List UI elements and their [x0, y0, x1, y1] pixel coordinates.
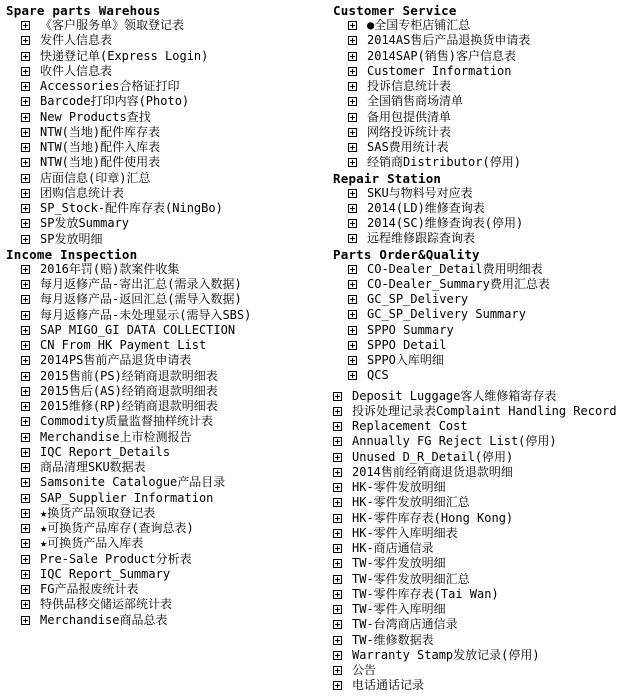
tree-item-label: TW-零件发放明细汇总	[352, 571, 470, 586]
section-list	[6, 262, 324, 628]
tree-item-label: 商品清理SKU数据表	[40, 460, 146, 474]
section-title: Customer Service	[333, 3, 457, 18]
tree-item[interactable]	[333, 33, 639, 48]
tree-item[interactable]	[333, 678, 639, 693]
tree-item-label: ★可换货产品库存(查询总表)	[40, 521, 194, 535]
expand-plus-icon[interactable]	[348, 234, 357, 243]
expand-plus-icon[interactable]	[21, 189, 30, 198]
tree-item-label: SKU与物料号对应表	[367, 185, 473, 200]
tree-item[interactable]	[6, 552, 324, 567]
section-list	[333, 186, 639, 247]
tree-item[interactable]	[6, 536, 324, 551]
expand-plus-icon[interactable]	[333, 651, 342, 660]
expand-plus-icon[interactable]	[21, 478, 30, 487]
expand-plus-icon[interactable]	[21, 52, 30, 61]
tree-item-label: 店面信息(印章)汇总	[40, 170, 151, 185]
tree-item[interactable]	[6, 277, 324, 292]
tree-item[interactable]	[333, 434, 639, 449]
tree-item-label: 2015售后(AS)经销商退款明细表	[40, 383, 218, 398]
tree-item-label: Samsonite Catalogue产品目录	[40, 475, 226, 490]
tree-item[interactable]	[333, 49, 639, 64]
expand-plus-icon[interactable]	[348, 82, 357, 91]
tree-item[interactable]	[333, 572, 639, 587]
expand-plus-icon[interactable]	[333, 498, 342, 507]
top-level-list	[333, 389, 639, 694]
tree-item[interactable]	[6, 110, 324, 125]
tree-item[interactable]	[333, 617, 639, 632]
tree-item[interactable]	[6, 232, 324, 247]
expand-plus-icon[interactable]	[348, 219, 357, 228]
tree-item[interactable]	[333, 216, 639, 231]
expand-plus-icon[interactable]	[333, 468, 342, 477]
tree-item[interactable]	[333, 389, 639, 404]
tree-item-label: 2015维修(RP)经销商退款明细表	[40, 399, 218, 413]
tree-item-label: TW-维修数据表	[352, 632, 434, 647]
expand-plus-icon[interactable]	[348, 204, 357, 213]
expand-plus-icon[interactable]	[21, 524, 30, 533]
tree-item[interactable]	[333, 663, 639, 678]
expand-plus-icon[interactable]	[21, 36, 30, 45]
tree-item[interactable]	[6, 125, 324, 140]
expand-plus-icon[interactable]	[21, 97, 30, 106]
tree-item-label: SP发放Summary	[40, 216, 130, 231]
tree-item[interactable]	[333, 231, 639, 246]
tree-item-label: NTW(当地)配件入库表	[40, 140, 161, 154]
expand-plus-icon[interactable]	[333, 681, 342, 690]
expand-plus-icon[interactable]	[348, 280, 357, 289]
tree-item[interactable]	[333, 277, 639, 292]
tree-item-label: IQC Report_Summary	[40, 566, 171, 581]
tree-item-label: 2014PS售前产品退货申请表	[40, 353, 192, 368]
tree-item-label: Warranty Stamp发放记录(停用)	[352, 647, 540, 662]
tree-item[interactable]	[6, 64, 324, 79]
expand-plus-icon[interactable]	[348, 128, 357, 137]
tree-item-label: IQC Report_Details	[40, 444, 171, 459]
tree-item[interactable]	[6, 186, 324, 201]
tree-item-label: 每月返修产品-未处理显示(需导入SBS)	[40, 307, 252, 322]
expand-plus-icon[interactable]	[348, 356, 357, 365]
tree-item[interactable]	[333, 368, 639, 383]
tree-item[interactable]	[6, 49, 324, 64]
tree-item-label: Unused D_R_Detail(停用)	[352, 449, 514, 464]
expand-plus-icon[interactable]	[21, 570, 30, 579]
tree-item-label: 收件人信息表	[40, 63, 113, 78]
tree-item[interactable]	[6, 292, 324, 307]
tree-item-label: New Products查找	[40, 109, 151, 124]
expand-plus-icon[interactable]	[21, 219, 30, 228]
tree-item[interactable]	[6, 399, 324, 414]
tree-item-label: 投诉信息统计表	[367, 79, 452, 93]
tree-item[interactable]	[6, 79, 324, 94]
tree-item-label: 快递登记单(Express Login)	[40, 48, 209, 63]
tree-item-label: 电话通话记录	[352, 678, 425, 693]
section-list	[333, 18, 639, 171]
tree-item-label: SAP_Supplier Information	[40, 490, 214, 505]
tree-item[interactable]	[333, 541, 639, 556]
tree-item-label: Deposit Luggage客人维修箱寄存表	[352, 388, 557, 403]
expand-plus-icon[interactable]	[21, 82, 30, 91]
expand-plus-icon[interactable]	[21, 509, 30, 518]
tree-item-label: Annually FG Reject List(停用)	[352, 434, 557, 449]
expand-plus-icon[interactable]	[21, 67, 30, 76]
tree-item-label: 发件人信息表	[40, 33, 113, 48]
tree-item-label: 2014(SC)维修查询表(停用)	[367, 216, 524, 230]
tree-item[interactable]	[6, 597, 324, 612]
tree-item[interactable]	[333, 125, 639, 140]
expand-plus-icon[interactable]	[21, 448, 30, 457]
tree-item-label: SP_Stock-配件库存表(NingBo)	[40, 201, 223, 215]
expand-plus-icon[interactable]	[21, 295, 30, 304]
expand-plus-icon[interactable]	[348, 310, 357, 319]
tree-item[interactable]	[333, 465, 639, 480]
section-title: Parts Order&Quality	[333, 246, 480, 262]
expand-plus-icon[interactable]	[21, 128, 30, 137]
tree-item-label: ●全国专柜店铺汇总	[367, 18, 471, 32]
expand-plus-icon[interactable]	[21, 235, 30, 244]
tree-item[interactable]	[333, 495, 639, 510]
tree-item-label: SAS费用统计表	[367, 140, 449, 154]
tree-item-label: 《客户服务单》领取登记表	[40, 18, 185, 32]
expand-plus-icon[interactable]	[333, 407, 342, 416]
tree-item-label: SAP MIGO_GI DATA COLLECTION	[40, 322, 236, 337]
tree-item[interactable]	[333, 323, 639, 338]
tree-item[interactable]	[6, 171, 324, 186]
tree-item-label: TW-零件发放明细	[352, 556, 446, 571]
tree-item[interactable]	[6, 613, 324, 628]
expand-plus-icon[interactable]	[21, 265, 30, 274]
expand-plus-icon[interactable]	[21, 494, 30, 503]
tree-item-label: 网络投诉统计表	[367, 124, 452, 139]
tree-item-label: CN From HK Payment List	[40, 338, 207, 352]
tree-item-label: Merchandise商品总表	[40, 612, 168, 627]
tree-item[interactable]	[333, 338, 639, 353]
expand-plus-icon[interactable]	[348, 36, 357, 45]
tree-item-label: CO-Dealer_Detail费用明细表	[367, 261, 543, 276]
expand-plus-icon[interactable]	[348, 21, 357, 30]
expand-plus-icon[interactable]	[348, 113, 357, 122]
tree-item[interactable]	[333, 64, 639, 79]
expand-plus-icon[interactable]	[348, 67, 357, 76]
expand-plus-icon[interactable]	[21, 555, 30, 564]
tree-item-label: HK-零件发放明细	[352, 480, 446, 494]
expand-plus-icon[interactable]	[348, 371, 357, 380]
section-title: Repair Station	[333, 170, 442, 186]
tree-item-label: NTW(当地)配件库存表	[40, 124, 161, 139]
expand-plus-icon[interactable]	[348, 158, 357, 167]
tree-item-label: SPPO入库明细	[367, 353, 444, 367]
tree-item-label: HK-商店通信录	[352, 541, 434, 555]
tree-item-label: HK-零件入库明细表	[352, 525, 458, 540]
tree-item[interactable]	[6, 460, 324, 475]
tree-item-label: 远程维修跟踪查询表	[367, 231, 476, 246]
tree-item-label: 经销商Distributor(停用)	[367, 155, 521, 170]
tree-item-label: GC_SP_Delivery Summary	[367, 307, 526, 322]
tree-item-label: QCS	[367, 368, 389, 383]
tree-item-label: TW-零件入库明细	[352, 602, 446, 616]
expand-plus-icon[interactable]	[21, 402, 30, 411]
tree-item[interactable]	[333, 480, 639, 495]
tree-item[interactable]	[6, 506, 324, 521]
tree-item[interactable]	[6, 353, 324, 368]
tree-item[interactable]	[6, 262, 324, 277]
expand-plus-icon[interactable]	[21, 356, 30, 365]
tree-item[interactable]	[333, 353, 639, 368]
expand-plus-icon[interactable]	[21, 143, 30, 152]
tree-item[interactable]	[6, 155, 324, 170]
expand-plus-icon[interactable]	[21, 463, 30, 472]
expand-plus-icon[interactable]	[348, 189, 357, 198]
tree-item-label: ★可换货产品入库表	[40, 536, 144, 551]
tree-item-label: TW-零件库存表(Tai Wan)	[352, 586, 499, 601]
tree-item[interactable]	[333, 79, 639, 94]
tree-item[interactable]	[6, 491, 324, 506]
tree-item-label: 2015售前(PS)经销商退款明细表	[40, 368, 218, 383]
tree-item-label: 公告	[352, 663, 377, 677]
tree-item[interactable]	[6, 582, 324, 597]
section-list	[6, 18, 324, 247]
tree-item-label: CO-Dealer_Summary费用汇总表	[367, 276, 550, 291]
tree-item[interactable]	[6, 521, 324, 536]
tree-item-label: ★换货产品领取登记表	[40, 505, 156, 520]
expand-plus-icon[interactable]	[333, 529, 342, 538]
expand-plus-icon[interactable]	[333, 575, 342, 584]
expand-plus-icon[interactable]	[21, 616, 30, 625]
tree-item-label: SPPO Detail	[367, 337, 447, 352]
tree-item[interactable]	[6, 308, 324, 323]
expand-plus-icon[interactable]	[21, 600, 30, 609]
expand-plus-icon[interactable]	[333, 392, 342, 401]
tree-item[interactable]	[6, 94, 324, 109]
tree-item[interactable]	[333, 419, 639, 434]
expand-plus-icon[interactable]	[21, 372, 30, 381]
tree-item[interactable]	[333, 450, 639, 465]
expand-plus-icon[interactable]	[21, 326, 30, 335]
tree-item-label: 2014AS售后产品退换货申请表	[367, 33, 531, 48]
tree-item[interactable]	[6, 475, 324, 490]
tree-item[interactable]	[333, 186, 639, 201]
expand-plus-icon[interactable]	[348, 143, 357, 152]
expand-plus-icon[interactable]	[21, 204, 30, 213]
tree-item[interactable]	[333, 587, 639, 602]
tree-item[interactable]	[6, 216, 324, 231]
tree-item-label: Commodity质量监督抽样统计表	[40, 414, 214, 429]
tree-item-label: TW-台湾商店通信录	[352, 617, 458, 632]
tree-item-label: 每月返修产品-返回汇总(需导入数据)	[40, 292, 242, 307]
tree-item-label: Merchandise上市检测报告	[40, 429, 192, 444]
expand-plus-icon[interactable]	[21, 341, 30, 350]
tree-item[interactable]	[333, 556, 639, 571]
tree-item-label: 每月返修产品-寄出汇总(需录入数据)	[40, 277, 242, 291]
tree-item-label: 备用包提供清单	[367, 109, 452, 124]
expand-plus-icon[interactable]	[333, 666, 342, 675]
tree-item[interactable]	[6, 18, 324, 33]
expand-plus-icon[interactable]	[21, 417, 30, 426]
expand-plus-icon[interactable]	[21, 113, 30, 122]
tree-item[interactable]	[333, 18, 639, 33]
tree-item[interactable]	[6, 338, 324, 353]
tree-item[interactable]	[6, 430, 324, 445]
expand-plus-icon[interactable]	[348, 341, 357, 350]
tree-item-label: 2014(LD)维修查询表	[367, 200, 485, 215]
expand-plus-icon[interactable]	[333, 590, 342, 599]
tree-item[interactable]	[333, 262, 639, 277]
tree-item[interactable]	[6, 445, 324, 460]
expand-plus-icon[interactable]	[333, 514, 342, 523]
tree-item-label: 2016年罚(赔)款案件收集	[40, 261, 180, 276]
expand-plus-icon[interactable]	[333, 422, 342, 431]
expand-plus-icon[interactable]	[21, 21, 30, 30]
tree-item-label: GC_SP_Delivery	[367, 292, 469, 306]
tree-item-label: NTW(当地)配件使用表	[40, 155, 161, 170]
expand-plus-icon[interactable]	[348, 52, 357, 61]
expand-plus-icon[interactable]	[333, 544, 342, 553]
tree-item-label: FG产品报废统计表	[40, 582, 139, 596]
tree-item[interactable]	[6, 33, 324, 48]
tree-item-label: 团购信息统计表	[40, 185, 125, 200]
section-title: Spare parts Warehous	[6, 3, 161, 18]
tree-item[interactable]	[6, 323, 324, 338]
tree-item-label: 全国销售商场清单	[367, 94, 464, 109]
expand-plus-icon[interactable]	[21, 174, 30, 183]
tree-item-label: Replacement Cost	[352, 419, 468, 433]
tree-item-label: Customer Information	[367, 63, 512, 78]
right-column	[333, 3, 639, 694]
tree-item[interactable]	[333, 648, 639, 663]
expand-plus-icon[interactable]	[348, 326, 357, 335]
expand-plus-icon[interactable]	[333, 559, 342, 568]
tree-item-label: 特供品移交储运部统计表	[40, 597, 173, 612]
tree-item[interactable]	[6, 384, 324, 399]
section-title: Income Inspection	[6, 246, 138, 262]
expand-plus-icon[interactable]	[333, 636, 342, 645]
tree-item[interactable]	[6, 140, 324, 155]
tree-item[interactable]	[333, 155, 639, 170]
tree-item[interactable]	[333, 404, 639, 419]
left-column	[6, 3, 324, 628]
tree-item-label: Accessories合格证打印	[40, 79, 180, 93]
tree-item[interactable]	[333, 602, 639, 617]
tree-item-label: SP发放明细	[40, 231, 103, 246]
tree-item[interactable]	[333, 526, 639, 541]
expand-plus-icon[interactable]	[21, 387, 30, 396]
tree-item-label: HK-零件发放明细汇总	[352, 495, 470, 510]
tree-item[interactable]	[6, 201, 324, 216]
tree-item[interactable]	[333, 140, 639, 155]
expand-plus-icon[interactable]	[348, 265, 357, 274]
tree-item[interactable]	[333, 201, 639, 216]
expand-plus-icon[interactable]	[21, 311, 30, 320]
expand-plus-icon[interactable]	[21, 433, 30, 442]
tree-item-label: 投诉处理记录表Complaint Handling Record	[352, 403, 617, 418]
tree-item[interactable]	[333, 307, 639, 322]
tree-item[interactable]	[6, 567, 324, 582]
expand-plus-icon[interactable]	[333, 620, 342, 629]
expand-plus-icon[interactable]	[333, 605, 342, 614]
tree-item-label: Barcode打印内容(Photo)	[40, 94, 190, 109]
tree-item[interactable]	[333, 110, 639, 125]
tree-item[interactable]	[333, 292, 639, 307]
expand-plus-icon[interactable]	[21, 539, 30, 548]
expand-plus-icon[interactable]	[333, 483, 342, 492]
tree-item[interactable]	[333, 633, 639, 648]
tree-item-label: 2014售前经销商退货退款明细	[352, 464, 513, 479]
tree-item-label: 2014SAP(销售)客户信息表	[367, 48, 517, 63]
tree-item[interactable]	[6, 369, 324, 384]
tree-item-label: Pre-Sale Product分析表	[40, 551, 192, 566]
tree-item-label: HK-零件库存表(Hong Kong)	[352, 510, 514, 525]
expand-plus-icon[interactable]	[333, 453, 342, 462]
tree-item[interactable]	[333, 511, 639, 526]
expand-plus-icon[interactable]	[21, 280, 30, 289]
expand-plus-icon[interactable]	[21, 158, 30, 167]
section-list	[333, 262, 639, 384]
tree-item[interactable]	[6, 414, 324, 429]
expand-plus-icon[interactable]	[21, 585, 30, 594]
expand-plus-icon[interactable]	[348, 97, 357, 106]
expand-plus-icon[interactable]	[348, 295, 357, 304]
tree-item-label: SPPO Summary	[367, 322, 454, 337]
tree-item[interactable]	[333, 94, 639, 109]
expand-plus-icon[interactable]	[333, 437, 342, 446]
